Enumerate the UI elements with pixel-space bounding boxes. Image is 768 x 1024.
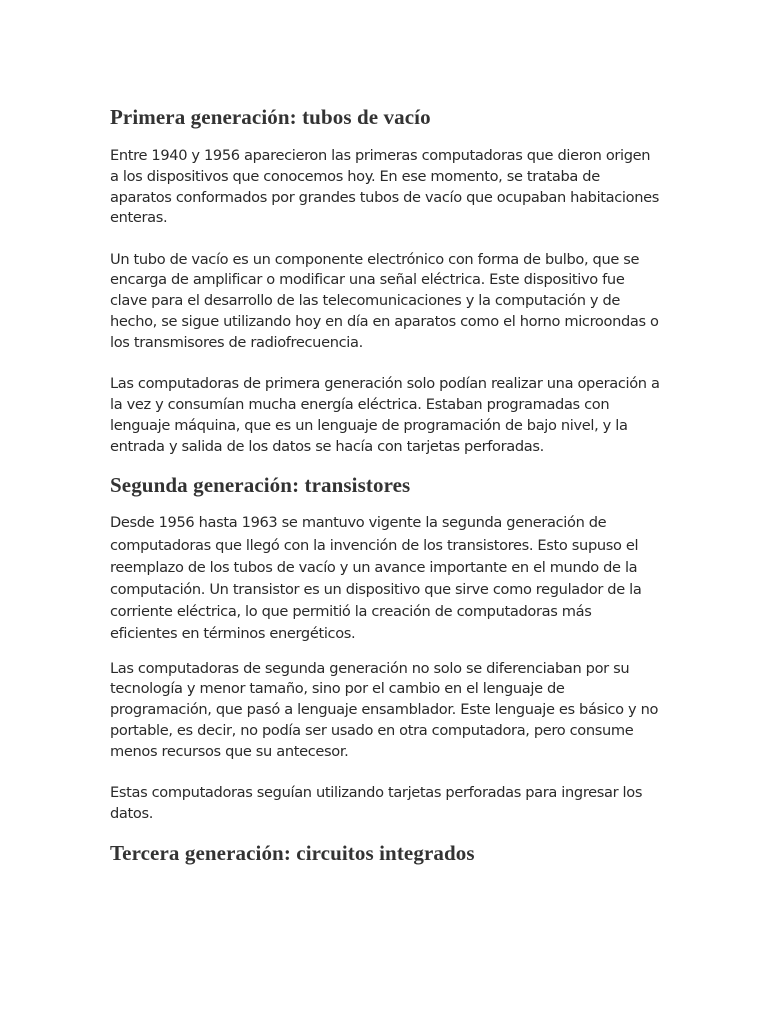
paragraph: Desde 1956 hasta 1963 se mantuvo vigente la segunda generación de computadoras que llegó con la invención de los transistores. Esto supuso el reemplazo de los tubos de vacío y un avance importante en el mundo de la computación. Un transistor es un dispositivo que sirve como regulador de la corriente eléctrica, lo que permitió la creación de computadoras más eficientes en términos energéticos. bbox=[110, 514, 642, 643]
section-heading-primera-generacion: Primera generación: tubos de vacío bbox=[110, 105, 431, 129]
document-content bbox=[110, 102, 660, 868]
section-heading-segunda-generacion: Segunda generación: transistores bbox=[110, 473, 411, 498]
paragraph: Estas computadoras seguían utilizando tarjetas perforadas para ingresar los datos. bbox=[110, 784, 643, 822]
paragraph: Entre 1940 y 1956 aparecieron las primeras computadoras que dieron origen a los dispositivos que conocemos hoy. En ese momento, se trataba de aparatos conformados por grandes tubos de vacío que ocupaban habitaciones enteras. bbox=[110, 147, 659, 227]
paragraph: Las computadoras de segunda generación no solo se diferenciaban por su tecnología y menor tamaño, sino por el cambio en el lenguaje de programación, que pasó a lenguaje ensamblador. Este lenguaje es básico y no portable, es decir, no podía ser usado en otra computadora, pero consume menos recursos que su antecesor. bbox=[110, 659, 659, 760]
section-heading-tercera-generacion: Tercera generación: circuitos integrados bbox=[110, 840, 475, 865]
paragraph: Las computadoras de primera generación solo podían realizar una operación a la vez y consumían mucha energía eléctrica. Estaban programadas con lenguaje máquina, que es un lenguaje de programación de bajo nivel, y la entrada y salida de los datos se hacía con tarjetas perforadas. bbox=[110, 375, 660, 455]
paragraph: Un tubo de vacío es un componente electrónico con forma de bulbo, que se encarga de amplificar o modificar una señal eléctrica. Este dispositivo fue clave para el desarrollo de las telecomunicaciones y la computación y de hecho, se sigue utilizando hoy en día en aparatos como el horno microondas o los transmisores de radiofrecuencia. bbox=[110, 250, 659, 351]
